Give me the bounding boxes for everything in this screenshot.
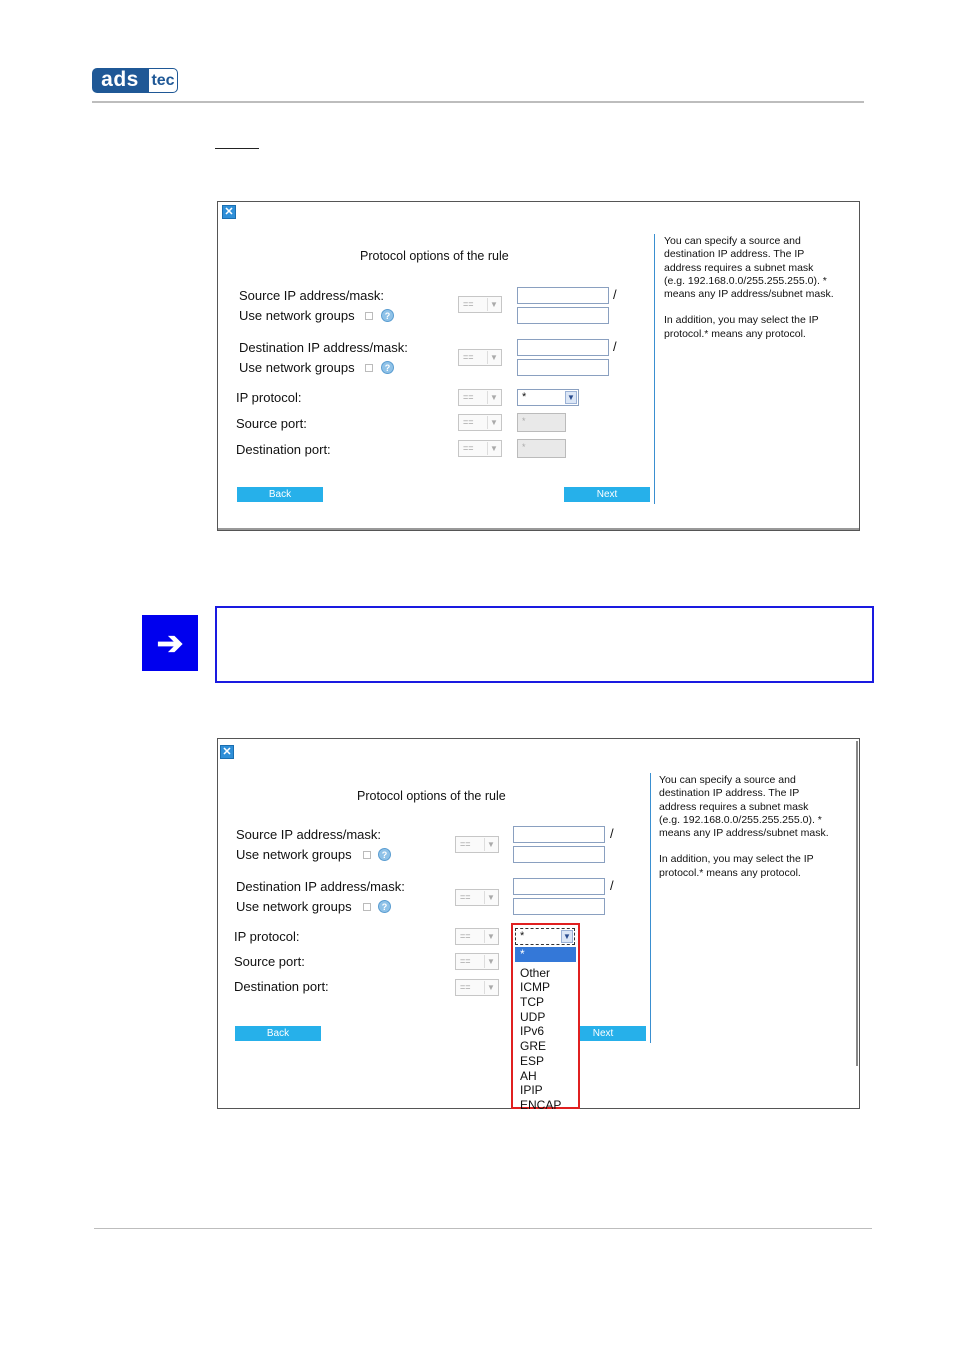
help-text-protocol: In addition, you may select the IP protocol.* means any protocol. — [659, 853, 814, 879]
source-groups-label: Use network groups — [236, 847, 352, 862]
source-ip-operator-select[interactable] — [455, 836, 499, 853]
source-groups-checkbox[interactable] — [365, 312, 373, 320]
help-icon[interactable]: ? — [378, 848, 391, 861]
slash-separator: / — [610, 878, 614, 893]
operator-value: == — [463, 417, 474, 427]
adstec-logo — [92, 68, 178, 93]
protocol-value: * — [520, 930, 525, 942]
dest-ip-label: Destination IP address/mask: — [239, 340, 408, 355]
help-icon[interactable]: ? — [378, 900, 391, 913]
dest-ip-input[interactable] — [513, 878, 605, 895]
panel-separator — [650, 773, 651, 1043]
ip-protocol-select[interactable] — [517, 389, 579, 406]
protocol-dropdown-highlight — [511, 923, 580, 1112]
next-button[interactable]: Next — [560, 1026, 646, 1041]
chevron-down-icon: ▼ — [565, 391, 577, 404]
note-underline — [215, 148, 259, 149]
operator-value: == — [460, 956, 471, 966]
dest-groups-label: Use network groups — [239, 360, 355, 375]
dest-port-label: Destination port: — [234, 979, 329, 994]
slash-separator: / — [613, 339, 617, 354]
source-port-operator-select[interactable] — [455, 953, 499, 970]
next-button[interactable]: Next — [564, 487, 650, 502]
footer-divider — [94, 1228, 872, 1229]
dialog-bottom-border — [218, 528, 859, 530]
protocol-value: * — [522, 391, 527, 403]
operator-value: == — [463, 392, 474, 402]
close-icon[interactable]: ✕ — [220, 745, 234, 759]
operator-value: == — [463, 443, 474, 453]
source-port-input[interactable]: * — [517, 413, 566, 432]
source-ip-label: Source IP address/mask: — [236, 827, 381, 842]
source-port-label: Source port: — [236, 416, 307, 431]
chevron-down-icon: ▼ — [487, 416, 500, 429]
source-ip-input[interactable] — [513, 826, 605, 843]
slash-separator: / — [613, 287, 617, 302]
dest-ip-label: Destination IP address/mask: — [236, 879, 405, 894]
ip-protocol-select[interactable] — [515, 928, 575, 945]
arrow-right-icon: ➔ — [142, 615, 198, 671]
chevron-down-icon: ▼ — [487, 442, 500, 455]
source-port-label: Source port: — [234, 954, 305, 969]
protocol-option-gre[interactable]: GRE — [520, 1039, 547, 1054]
chevron-down-icon: ▼ — [487, 351, 500, 364]
panel-separator — [654, 234, 655, 504]
logo-ads-part: ads — [92, 68, 148, 93]
help-panel — [659, 774, 831, 893]
protocol-option-udp[interactable]: UDP — [520, 1009, 546, 1024]
header-divider — [92, 101, 864, 103]
dest-ip-operator-select[interactable] — [458, 349, 502, 366]
help-panel — [664, 235, 836, 354]
help-icon[interactable]: ? — [381, 309, 394, 322]
dest-groups-checkbox[interactable] — [363, 903, 371, 911]
slash-separator: / — [610, 826, 614, 841]
protocol-option-other[interactable]: Other — [520, 965, 551, 980]
chevron-down-icon: ▼ — [484, 955, 497, 968]
chevron-down-icon: ▼ — [484, 981, 497, 994]
protocol-options-list — [515, 947, 576, 1113]
help-text-ip: You can specify a source and destination IP address. The IP address requires a subnet mask (e.g. 192.168.0.0/255.255.255.0). * means any IP address/subnet mask. — [664, 235, 834, 301]
back-button[interactable]: Back — [235, 1026, 321, 1041]
source-mask-input[interactable] — [513, 846, 605, 863]
source-mask-input[interactable] — [517, 307, 609, 324]
dest-port-label: Destination port: — [236, 442, 331, 457]
ip-protocol-operator-select[interactable] — [455, 928, 499, 945]
chevron-down-icon: ▼ — [561, 930, 573, 943]
protocol-option-ipip[interactable]: IPIP — [520, 1083, 543, 1098]
dest-port-operator-select[interactable] — [455, 979, 499, 996]
hint-box — [215, 606, 874, 683]
operator-value: == — [460, 931, 471, 941]
source-groups-checkbox[interactable] — [363, 851, 371, 859]
dest-groups-label: Use network groups — [236, 899, 352, 914]
source-groups-label: Use network groups — [239, 308, 355, 323]
dest-port-operator-select[interactable] — [458, 440, 502, 457]
source-ip-label: Source IP address/mask: — [239, 288, 384, 303]
scrollbar[interactable] — [856, 741, 858, 1066]
protocol-option-encap[interactable]: ENCAP — [520, 1097, 562, 1112]
chevron-down-icon: ▼ — [484, 891, 497, 904]
source-port-operator-select[interactable] — [458, 414, 502, 431]
dest-ip-operator-select[interactable] — [455, 889, 499, 906]
source-ip-input[interactable] — [517, 287, 609, 304]
source-ip-operator-select[interactable] — [458, 296, 502, 313]
protocol-options-dialog — [217, 201, 860, 531]
dest-port-input[interactable]: * — [517, 439, 566, 458]
operator-value: == — [463, 352, 474, 362]
chevron-down-icon: ▼ — [487, 298, 500, 311]
dest-groups-checkbox[interactable] — [365, 364, 373, 372]
operator-value: == — [463, 299, 474, 309]
operator-value: == — [460, 982, 471, 992]
dialog-title: Protocol options of the rule — [360, 249, 509, 263]
ip-protocol-label: IP protocol: — [234, 929, 300, 944]
help-text-protocol: In addition, you may select the IP protocol.* means any protocol. — [664, 314, 819, 340]
logo-tec-part: tec — [148, 68, 178, 93]
operator-value: == — [460, 892, 471, 902]
operator-value: == — [460, 839, 471, 849]
help-text-ip: You can specify a source and destination IP address. The IP address requires a subnet mask (e.g. 192.168.0.0/255.255.255.0). * means any IP address/subnet mask. — [659, 774, 829, 840]
protocol-option-ah[interactable]: AH — [520, 1068, 537, 1083]
protocol-options-dialog-expanded — [217, 738, 860, 1112]
protocol-option-icmp[interactable]: ICMP — [520, 980, 550, 995]
help-icon[interactable]: ? — [381, 361, 394, 374]
protocol-option-esp[interactable]: ESP — [520, 1053, 545, 1068]
dest-mask-input[interactable] — [517, 359, 609, 376]
chevron-down-icon: ▼ — [487, 391, 500, 404]
back-button[interactable]: Back — [237, 487, 323, 502]
protocol-option-tcp[interactable]: TCP — [520, 995, 544, 1010]
ip-protocol-label: IP protocol: — [236, 390, 302, 405]
chevron-down-icon: ▼ — [484, 930, 497, 943]
dest-ip-input[interactable] — [517, 339, 609, 356]
ip-protocol-operator-select[interactable] — [458, 389, 502, 406]
chevron-down-icon: ▼ — [484, 838, 497, 851]
protocol-option-any[interactable]: * — [515, 947, 576, 962]
close-icon[interactable]: ✕ — [222, 205, 236, 219]
dialog-title: Protocol options of the rule — [357, 789, 506, 803]
dest-mask-input[interactable] — [513, 898, 605, 915]
protocol-option-ipv6[interactable]: IPv6 — [520, 1024, 545, 1039]
